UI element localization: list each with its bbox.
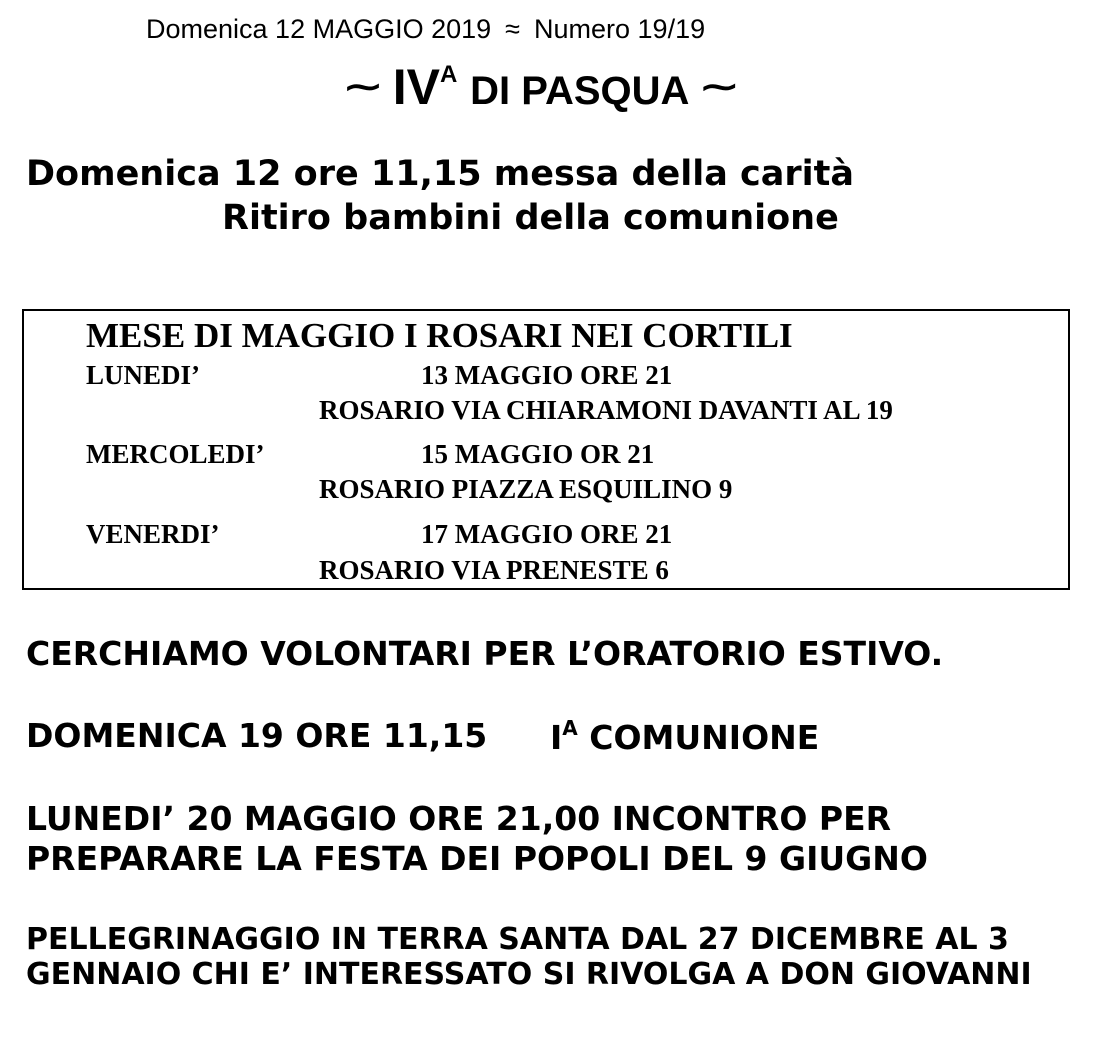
sunday-title xyxy=(346,58,736,116)
approx-separator: ≈ xyxy=(505,14,520,44)
bulletin-header xyxy=(146,14,705,45)
rosary-date: 13 MAGGIO ORE 21 xyxy=(421,360,673,390)
meeting-line-2: PREPARARE LA FESTA DEI POPOLI DEL 9 GIUGNO xyxy=(26,839,928,878)
communion-text: COMUNIONE xyxy=(589,718,820,757)
rosary-day: MERCOLEDI’ xyxy=(86,439,265,469)
rosary-title: MESE DI MAGGIO I ROSARI NEI CORTILI xyxy=(86,316,793,355)
communion-date: DOMENICA 19 ORE 11,15 xyxy=(26,716,488,755)
meeting-line-1: LUNEDI’ 20 MAGGIO ORE 21,00 INCONTRO PER xyxy=(26,799,892,838)
sunday-superscript: A xyxy=(440,61,458,88)
ornament-right-icon: ⁓ xyxy=(702,68,737,106)
pilgrimage-line-1: PELLEGRINAGGIO IN TERRA SANTA DAL 27 DICEMBRE AL 3 xyxy=(26,922,1009,957)
volunteers-notice: CERCHIAMO VOLONTARI PER L’ORATORIO ESTIVO. xyxy=(26,634,944,673)
rosary-place: ROSARIO VIA PRENESTE 6 xyxy=(319,555,669,585)
communion-numeral: I xyxy=(550,718,563,757)
mass-line-2: Ritiro bambini della comunione xyxy=(222,198,839,238)
rosary-day: LUNEDI’ xyxy=(86,360,201,390)
rosary-place: ROSARIO PIAZZA ESQUILINO 9 xyxy=(319,474,733,504)
date-line: Domenica 12 MAGGIO 2019 xyxy=(146,14,492,44)
sunday-numeral: IV xyxy=(392,59,441,115)
ornament-left-icon: ⁓ xyxy=(346,68,380,106)
rosary-place: ROSARIO VIA CHIARAMONI DAVANTI AL 19 xyxy=(319,395,893,425)
communion-superscript: A xyxy=(562,716,578,740)
pilgrimage-line-2: GENNAIO CHI E’ INTERESSATO SI RIVOLGA A DON GIOVANNI xyxy=(26,957,1032,992)
communion-label xyxy=(550,716,819,757)
rosary-date: 17 MAGGIO ORE 21 xyxy=(421,519,673,549)
issue-number: Numero 19/19 xyxy=(534,14,706,44)
sunday-label: DI PASQUA xyxy=(470,69,690,113)
rosary-day: VENERDI’ xyxy=(86,519,220,549)
rosary-date: 15 MAGGIO OR 21 xyxy=(421,439,655,469)
mass-line-1: Domenica 12 ore 11,15 messa della carità xyxy=(26,154,855,194)
